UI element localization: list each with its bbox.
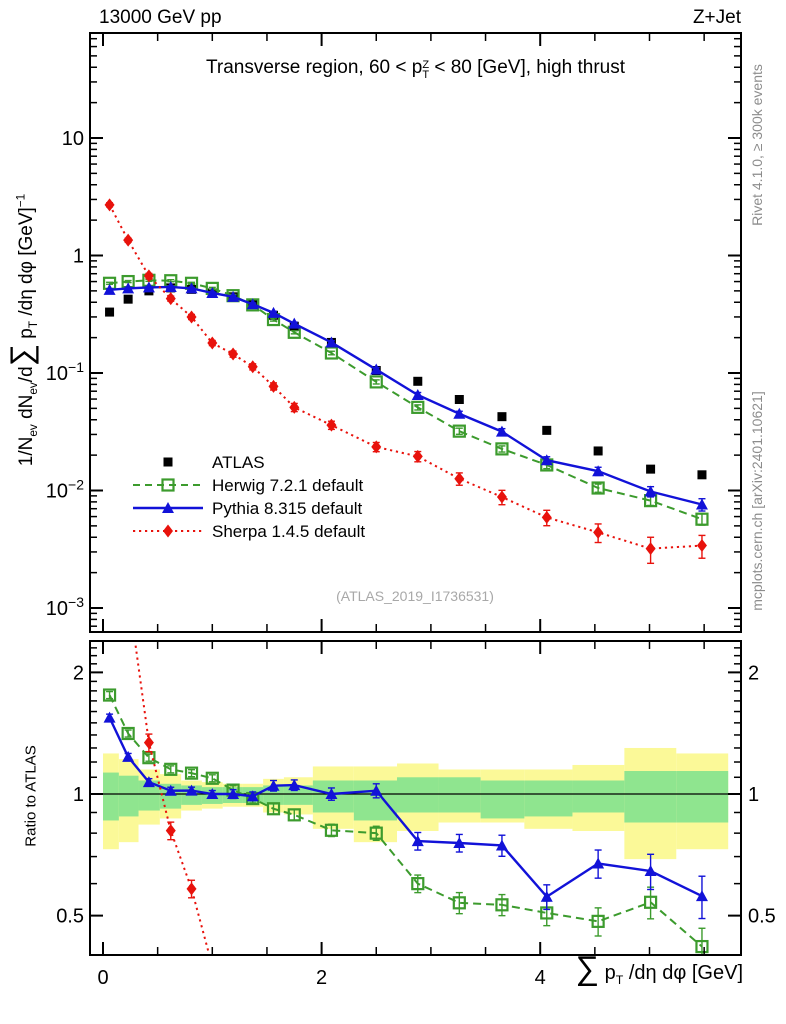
band-inner	[524, 780, 572, 816]
y-ratio-tick-label-left: 0.5	[56, 905, 84, 928]
band-inner	[481, 780, 525, 818]
y-ratio-tick-label-right: 1	[748, 784, 760, 806]
y-ratio-tick-label-left: 2	[72, 662, 84, 685]
process-label: Z+Jet	[692, 7, 741, 28]
band-inner	[439, 777, 481, 812]
analysis-watermark: (ATLAS_2019_I1736531)	[336, 588, 494, 604]
band-inner	[119, 776, 139, 817]
series-atlas	[105, 283, 706, 479]
band-inner	[397, 777, 439, 812]
band-inner	[676, 771, 728, 823]
series-herwig	[104, 275, 707, 525]
beam-energy-label: 13000 GeV pp	[99, 7, 222, 28]
y-main-tick-label: $10^{-1}$	[45, 359, 84, 385]
legend	[133, 453, 365, 541]
x-axis-label: ∑ $p_T$ /dη dφ [GeV]	[575, 949, 743, 987]
x-tick-label: 4	[534, 967, 546, 989]
band-inner	[572, 780, 624, 812]
legend-label: Herwig 7.2.1 default	[212, 476, 364, 495]
legend-label: ATLAS	[212, 453, 265, 472]
x-tick-label: 0	[97, 967, 109, 989]
rivet-version-note: Rivet 4.1.0, ≥ 300k events	[749, 64, 765, 226]
plot-title: Transverse region, 60 < p Z T < 80 [GeV], high thrust	[206, 57, 625, 81]
axis-tick-labels	[46, 128, 776, 989]
y-ratio-tick-label-right: 0.5	[748, 905, 776, 928]
legend-label: Sherpa 1.4.5 default	[212, 522, 366, 541]
mcplots-reference-note: mcplots.cern.ch [arXiv:2401.10621]	[749, 391, 765, 611]
y-ratio-tick-label-right: 2	[748, 662, 760, 685]
y-axis-label-main: $1/N_{ev}$ $dN_{ev}/d\sum$ $p_T$ /dη dφ [GeV]$^{-1}$	[4, 193, 40, 467]
main-panel-frame	[90, 33, 741, 632]
y-main-tick-label: $10^{-3}$	[45, 594, 84, 620]
band-inner	[103, 773, 119, 821]
y-main-tick-label: 1	[72, 245, 84, 268]
y-ratio-tick-label-left: 1	[72, 784, 84, 806]
band-inner	[624, 771, 676, 823]
y-main-tick-label: $10^{-2}$	[45, 476, 84, 503]
y-main-tick-label: 10	[61, 128, 84, 150]
y-axis-label-ratio: Ratio to ATLAS	[22, 745, 40, 847]
legend-label: Pythia 8.315 default	[212, 499, 363, 518]
x-tick-label: 2	[316, 967, 328, 989]
